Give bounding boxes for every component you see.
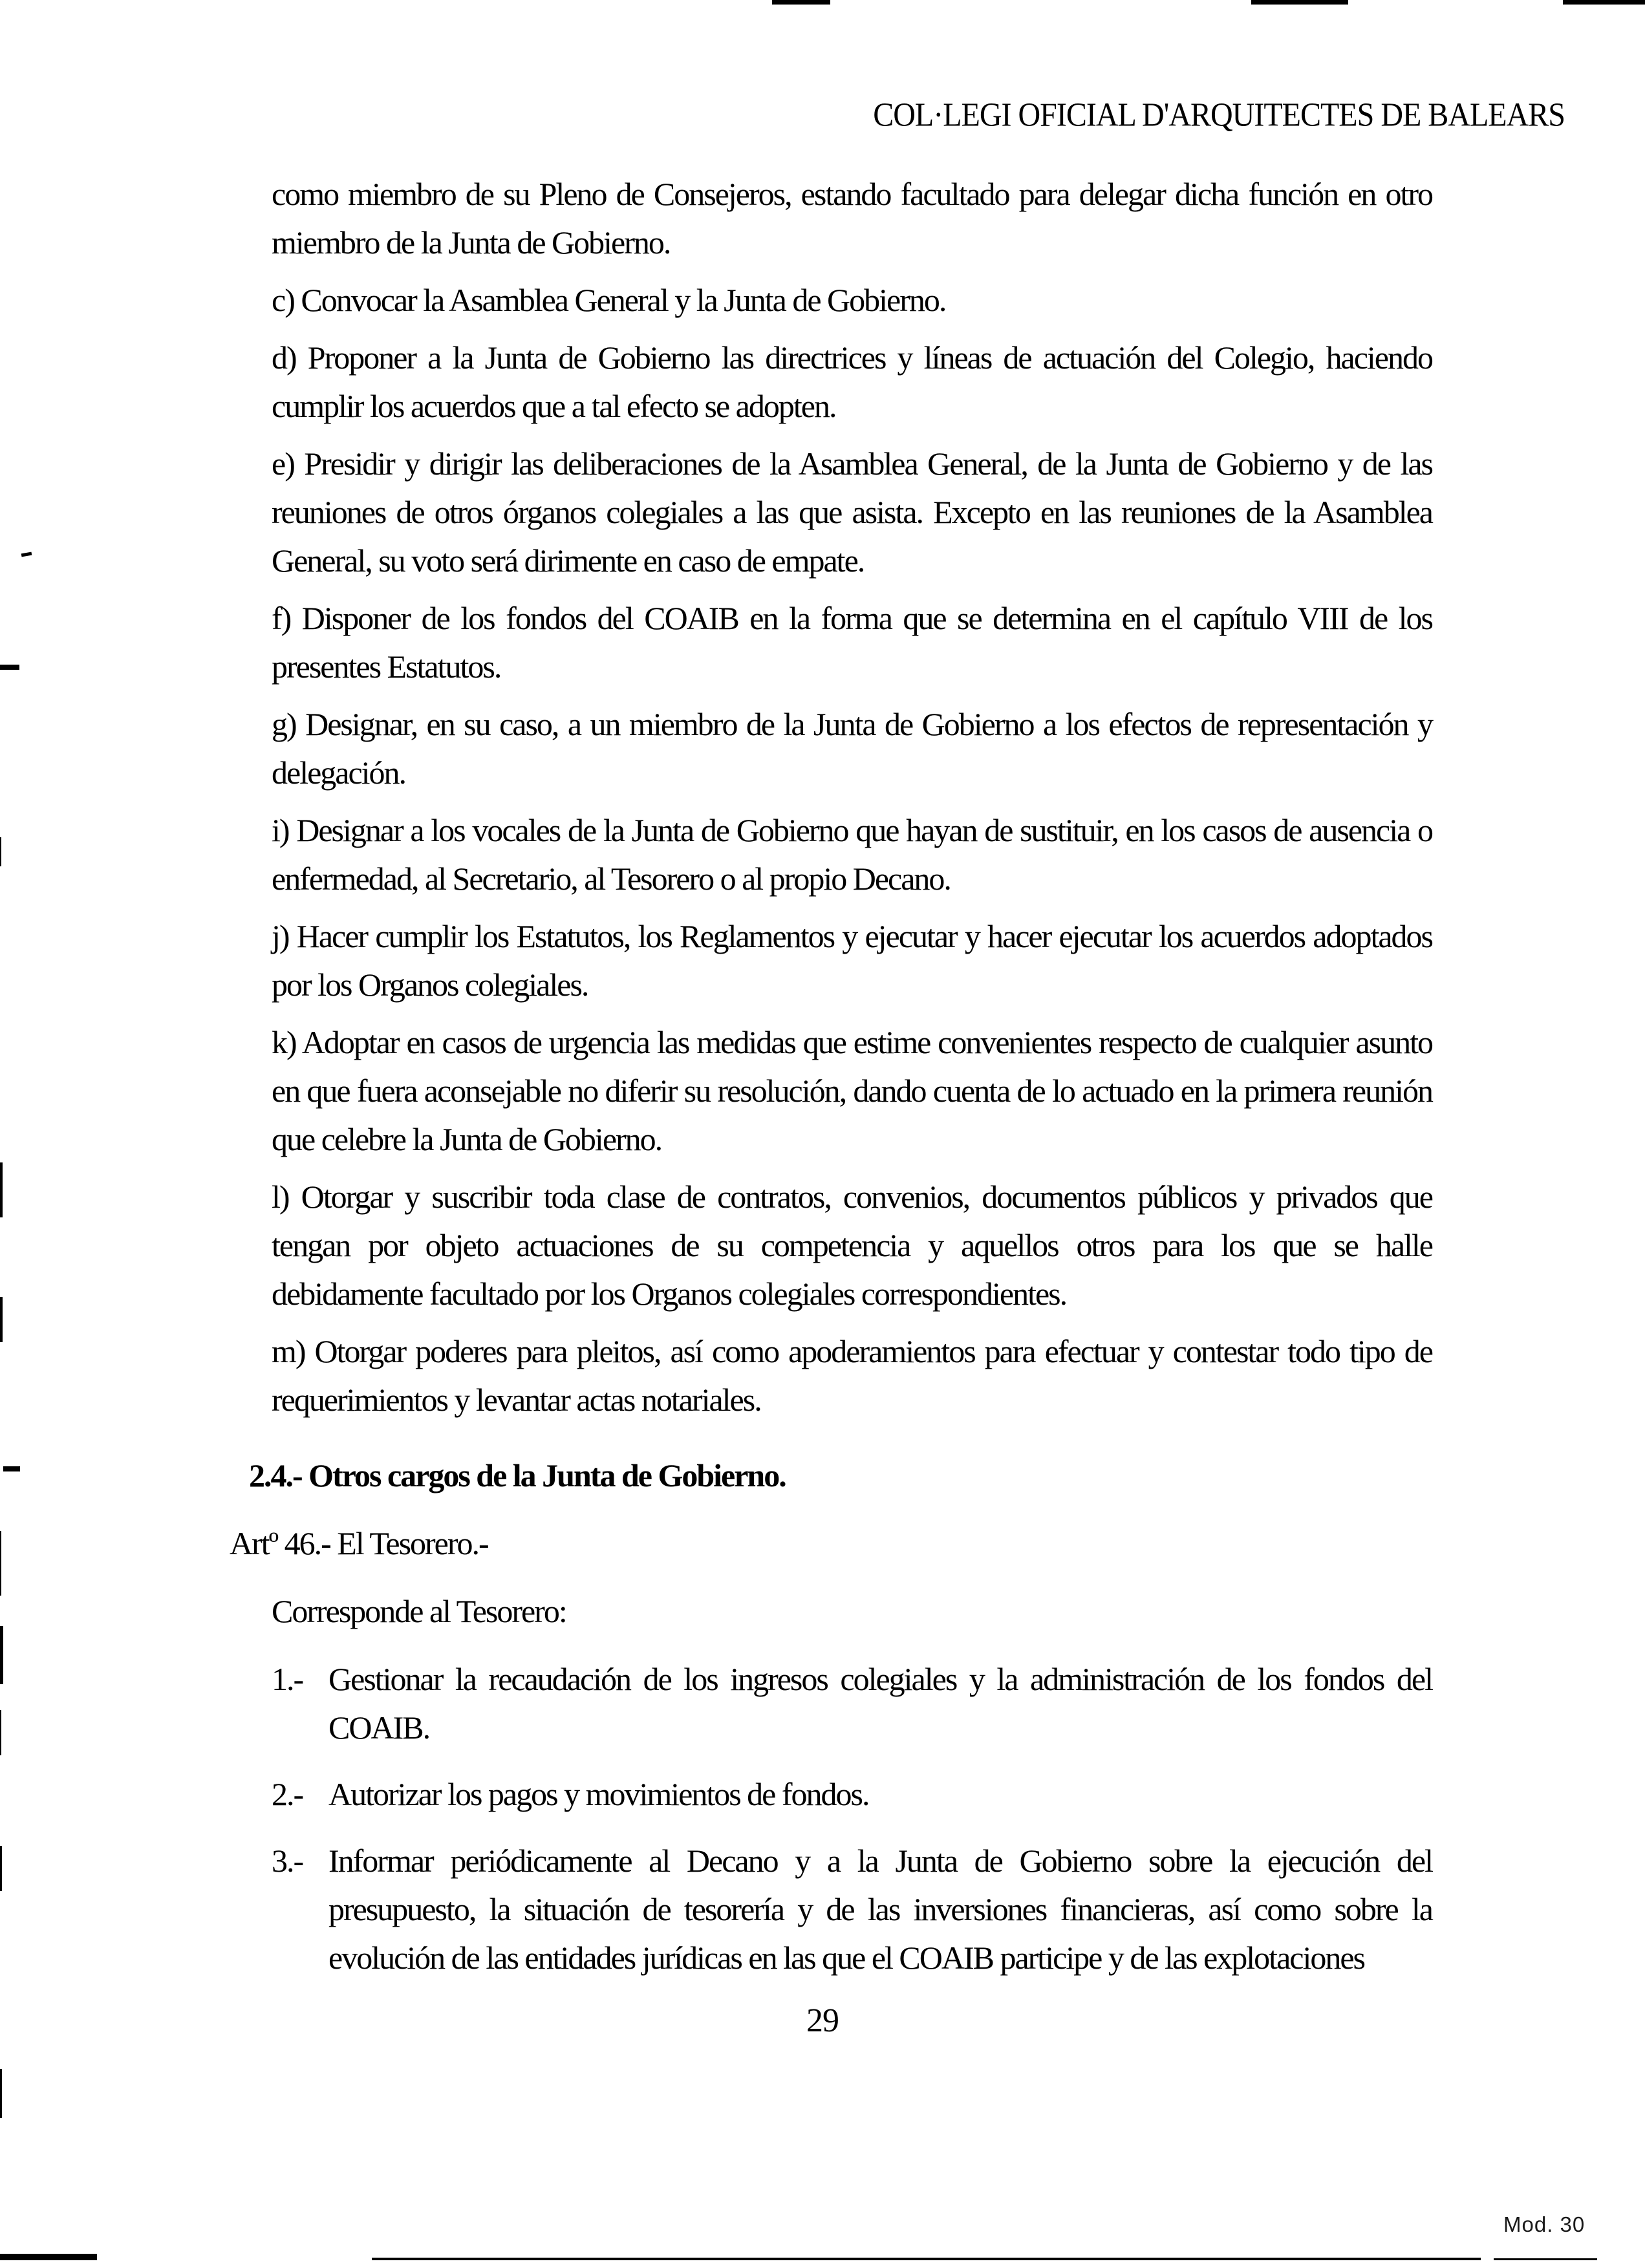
article-heading-46: Artº 46.- El Tesorero.- [230,1525,488,1561]
document-body [230,170,1432,2000]
item-number: 3.- [272,1843,303,1879]
paragraph-i: i) Designar a los vocales de la Junta de Gobierno que hayan de sustituir, en los casos de ausencia o enfermedad, al Secretario, al Tesorero o al propio Decano. [272,812,1432,897]
paragraph-g: g) Designar, en su caso, a un miembro de la Junta de Gobierno a los efectos de representación y delegación. [272,706,1432,791]
scan-artifact-bottom [372,2258,1481,2260]
letterhead-title: COL·LEGI OFICIAL D'ARQUITECTES DE BALEARS [873,96,1565,134]
scan-artifact-left [0,1626,3,1684]
item-number: 1.- [272,1661,303,1697]
paragraph-l: l) Otorgar y suscribir toda clase de contratos, convenios, documentos públicos y privados que tengan por objeto actuaciones de su competencia y aquellos otros para los que se halle debidamente facultado por los Organos colegiales correspondientes. [272,1179,1432,1312]
scan-artifact-left [21,552,32,557]
item-number: 2.- [272,1776,303,1812]
page-number: 29 [806,2002,839,2039]
scan-artifact-left [0,1846,2,1891]
paragraph-k: k) Adoptar en casos de urgencia las medidas que estime convenientes respecto de cualquier asunto en que fuera aconsejable no diferir su resolución, dando cuenta de lo actuado en la primera reunión que celebre la Junta de Gobierno. [272,1024,1432,1157]
item-text: Gestionar la recaudación de los ingresos colegiales y la administración de los fondos del COAIB. [328,1661,1432,1746]
list-item-2 [272,1770,1432,1819]
footer-note: Mod. 30 [1503,2212,1586,2236]
scan-artifact-left [0,1297,3,1342]
item-text: Informar periódicamente al Decano y a la Junta de Gobierno sobre la ejecución del presupuesto, la situación de tesorería y de las inversiones financieras, así como sobre la evolución de las entidades jurídicas en las que el COAIB participe y de las explotaciones [328,1843,1432,1976]
paragraph-e: e) Presidir y dirigir las deliberaciones de la Asamblea General, de la Junta de Gobierno y de las reuniones de otros órganos colegiales a las que asista. Excepto en las reuniones de la Asamblea General, su voto será dirimente en caso de empate. [272,445,1432,579]
paragraph-f: f) Disponer de los fondos del COAIB en la forma que se determina en el capítulo VIII de los presentes Estatutos. [272,600,1432,685]
paragraph-d: d) Proponer a la Junta de Gobierno las directrices y líneas de actuación del Colegio, haciendo cumplir los acuerdos que a tal efecto se adopten. [272,339,1432,424]
paragraph-c: c) Convocar la Asamblea General y la Junta de Gobierno. [272,282,946,318]
paragraph-continuation: como miembro de su Pleno de Consejeros, estando facultado para delegar dicha función en otro miembro de la Junta de Gobierno. [272,176,1432,261]
scan-artifact-left [0,2069,2,2118]
paragraph-m: m) Otorgar poderes para pleitos, así como apoderamientos para efectuar y contestar todo tipo de requerimientos y levantar actas notariales. [272,1333,1432,1418]
scan-artifact-top [1251,0,1348,5]
scan-artifact-top [772,0,830,5]
scan-artifact-left [0,1162,3,1217]
scan-artifact-bottom [0,2254,97,2260]
scan-artifact-top [1563,0,1645,5]
list-item-3 [272,1837,1432,1982]
section-heading-2-4: 2.4.- Otros cargos de la Junta de Gobierno. [249,1457,786,1493]
item-text: Autorizar los pagos y movimientos de fondos. [328,1776,869,1812]
scan-artifact-left [3,1466,20,1471]
scan-artifact-left [0,837,1,866]
lead-in-tesorero: Corresponde al Tesorero: [272,1593,566,1629]
list-item-1 [272,1655,1432,1752]
scan-artifact-left [0,1531,1,1596]
scan-artifact-left [0,665,19,670]
scan-artifact-bottom [1494,2258,1597,2260]
paragraph-j: j) Hacer cumplir los Estatutos, los Reglamentos y ejecutar y hacer ejecutar los acuerdos adoptados por los Organos colegiales. [272,918,1432,1003]
scan-artifact-left [0,1710,1,1755]
